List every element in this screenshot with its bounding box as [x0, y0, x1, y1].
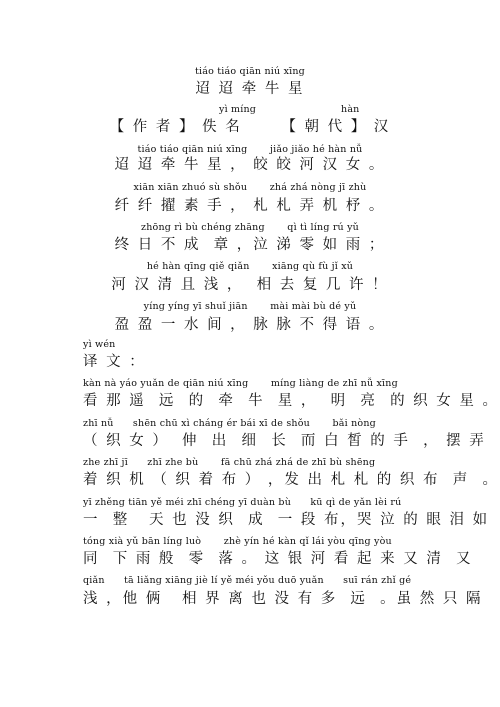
poem-title: 迢 迢 牵 牛 星	[195, 81, 305, 97]
poem-line-pinyin: yíng yíng yī shuǐ jiān mài mài bù dé yǔ	[143, 301, 357, 312]
poem-line: 盈 盈 一 水 间 ， 脉 脉 不 得 语 。	[114, 317, 386, 333]
translation-line-pinyin: zhī nǚ shēn chū xì cháng ér bái xī de shǒu bǎi nòng	[83, 418, 376, 429]
poem-line: 终 日 不 成 章 ，泣 涕 零 如 雨 ；	[114, 237, 386, 253]
translation-line: 着 织 机 （ 织 着 布 ） ，发 出 札 札 的 织 布 声 。	[83, 472, 499, 488]
translation-line: （ 织 女 ） 伸 出 细 长 而 白 皙 的 手 ， 摆 弄	[83, 433, 486, 449]
poem-line: 迢 迢 牵 牛 星 ， 皎 皎 河 汉 女 。	[114, 157, 386, 173]
poem-line-pinyin: hé hàn qīng qiě qiǎn xiāng qù fù jǐ xǔ	[146, 261, 354, 272]
poem-line-pinyin: zhōng rì bù chéng zhāng qì tì líng rú yǔ	[141, 222, 359, 233]
translation-line: 同 下 雨 般 零 落 。 这 银 河 看 起 来 又 清 又	[83, 551, 473, 567]
title-pinyin: tiáo tiáo qiān niú xīng	[195, 66, 305, 77]
poem-line: 纤 纤 擢 素 手 ， 札 札 弄 机 杼 。	[114, 198, 386, 214]
poem-line: 河 汉 清 且 浅 ， 相 去 复 几 许 ！	[111, 277, 389, 293]
translation-line-pinyin: yī zhěng tiān yě méi zhī chéng yī duàn bù kū qì de yǎn lèi rú	[83, 497, 402, 508]
translation-line-pinyin: tóng xià yǔ bān líng luò zhè yín hé kàn qǐ lái yòu qīng yòu	[83, 536, 392, 547]
translation-line: 一 整 天 也 没 织 成 一 段 布，哭 泣 的 眼 泪 如	[83, 512, 490, 528]
translation-heading-pinyin: yì wén	[83, 339, 116, 350]
translation-line: 看 那 遥 远 的 牵 牛 星 ， 明 亮 的 织 女 星 。	[83, 393, 500, 409]
translation-heading: 译 文 ：	[83, 354, 146, 370]
translation-line-pinyin: kàn nà yáo yuǎn de qiān niú xīng míng liàng de zhī nǚ xīng	[83, 378, 398, 389]
translation-line-pinyin: qiǎn tā liǎng xiāng jiè lí yě méi yǒu duō yuǎn suī rán zhǐ gé	[83, 575, 412, 586]
poem-line-pinyin: xiān xiān zhuó sù shǒu zhá zhá nòng jī zhù	[133, 182, 367, 193]
poem-line-pinyin: tiáo tiáo qiān niú xīng jiǎo jiǎo hé hàn nǚ	[137, 144, 363, 155]
translation-line: 浅 ，他 俩 相 界 离 也 没 有 多 远 。虽 然 只 隔	[83, 591, 483, 607]
author-pinyin: yì míng	[219, 104, 257, 115]
byline: 【 作 者 】 佚 名 【 朝 代 】 汉	[109, 119, 391, 135]
dynasty-pinyin: hàn	[341, 104, 360, 115]
translation-line-pinyin: zhe zhī jī zhī zhe bù fā chū zhá zhá de zhī bù shēng	[83, 457, 376, 468]
